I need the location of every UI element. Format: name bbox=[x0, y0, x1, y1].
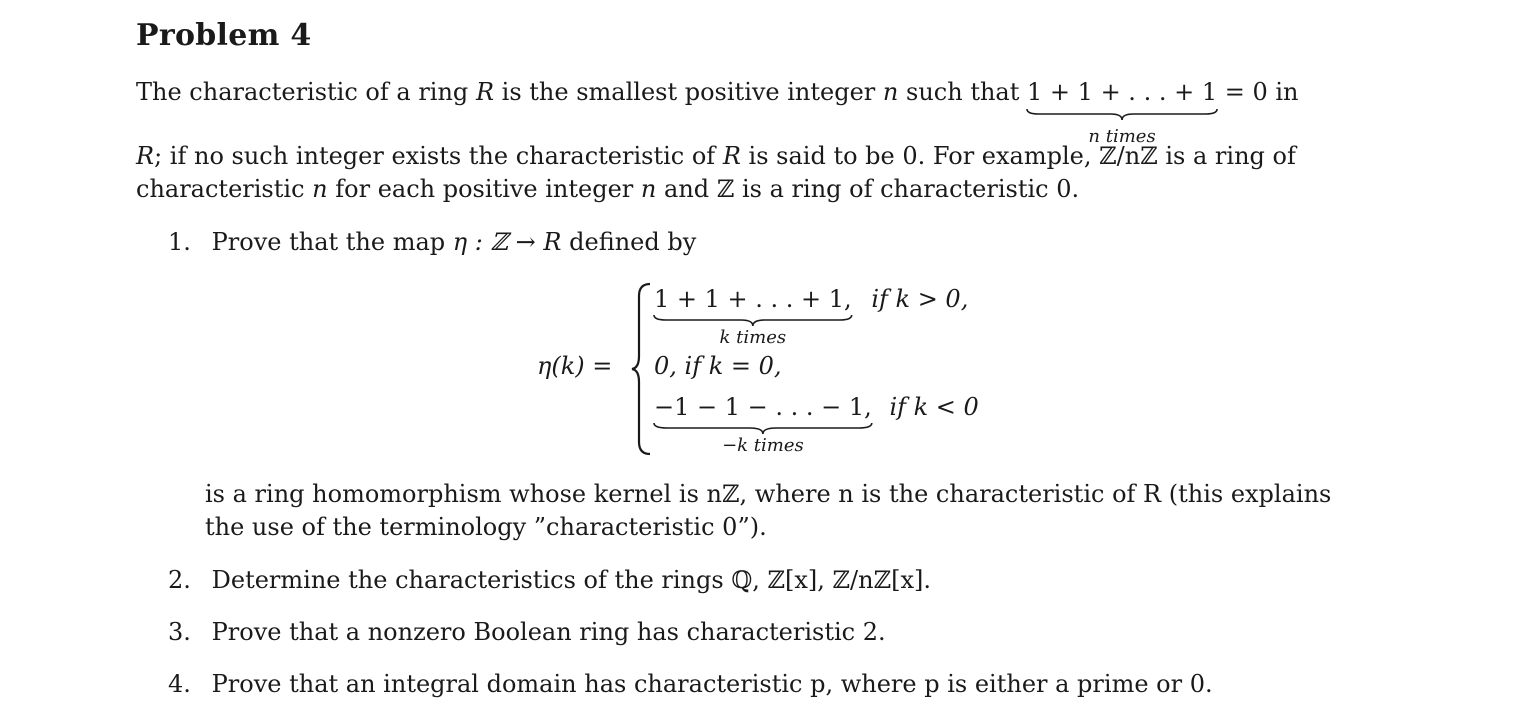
intro-line-2 bbox=[136, 140, 1296, 173]
item-text: defined by bbox=[569, 228, 697, 256]
intro-line-3 bbox=[136, 173, 1079, 206]
underbrace-label: k times bbox=[719, 327, 787, 348]
item-1-continuation-1: is a ring homomorphism whose kernel is nℤ, where n is the characteristic of R (this explains bbox=[205, 480, 1332, 508]
case-negative bbox=[654, 393, 979, 456]
intro-line-1 bbox=[136, 76, 1299, 147]
intro-text: is a ring of bbox=[1165, 142, 1296, 170]
underbrace-label: n times bbox=[1088, 126, 1156, 147]
intro-text: and bbox=[664, 175, 710, 203]
item-number: 4. bbox=[168, 670, 191, 698]
underbrace-n-times bbox=[1027, 76, 1218, 147]
underbrace-k-times bbox=[654, 285, 852, 348]
intro-text: is the smallest positive integer bbox=[501, 78, 876, 106]
quotient-ring: ℤ/nℤ bbox=[1099, 142, 1158, 170]
ring-symbol: R bbox=[136, 142, 155, 170]
intro-text: is said to be 0. For example, bbox=[748, 142, 1092, 170]
list-item-4 bbox=[168, 668, 1213, 701]
intro-text: such that bbox=[906, 78, 1020, 106]
item-text: Prove that the map bbox=[211, 228, 446, 256]
list-item-2 bbox=[168, 564, 931, 597]
map-expression: η : ℤ → R bbox=[452, 228, 562, 256]
item-1-continuation-2: the use of the terminology ”characteristic 0”). bbox=[205, 513, 767, 541]
item-number: 2. bbox=[168, 566, 191, 594]
ring-symbol: R bbox=[722, 142, 741, 170]
item-text: Prove that a nonzero Boolean ring has characteristic 2. bbox=[211, 618, 886, 646]
case-zero: 0, if k = 0, bbox=[654, 352, 782, 380]
intro-text: characteristic bbox=[136, 175, 305, 203]
underbrace-label: −k times bbox=[722, 435, 804, 456]
integers-symbol: ℤ bbox=[716, 175, 735, 203]
problem-title: Problem 4 bbox=[136, 18, 312, 53]
intro-text: for each positive integer bbox=[335, 175, 634, 203]
sum-expression: 1 + 1 + . . . + 1 bbox=[1027, 78, 1218, 106]
left-brace-icon bbox=[630, 282, 654, 456]
case-positive bbox=[654, 285, 969, 348]
n-symbol: n bbox=[640, 175, 657, 203]
underbrace-icon bbox=[654, 314, 852, 328]
underbrace-icon bbox=[654, 422, 872, 436]
item-text: Prove that an integral domain has characteristic p, where p is either a prime or 0. bbox=[211, 670, 1213, 698]
n-symbol: n bbox=[882, 78, 899, 106]
case-expression: −1 − 1 − . . . − 1, bbox=[654, 393, 872, 421]
item-number: 3. bbox=[168, 618, 191, 646]
case-condition: if k > 0, bbox=[871, 285, 969, 313]
item-text: Determine the characteristics of the rings ℚ, ℤ[x], ℤ/nℤ[x]. bbox=[211, 566, 931, 594]
list-item-3 bbox=[168, 616, 886, 649]
list-item-1 bbox=[168, 226, 696, 259]
intro-text: is a ring of characteristic 0. bbox=[741, 175, 1080, 203]
case-expression: 1 + 1 + . . . + 1, bbox=[654, 285, 852, 313]
case-condition: if k < 0 bbox=[889, 393, 979, 421]
intro-text: The characteristic of a ring bbox=[136, 78, 469, 106]
item-number: 1. bbox=[168, 228, 191, 256]
intro-text: ; if no such integer exists the characteristic of bbox=[154, 142, 716, 170]
intro-text: = 0 in bbox=[1224, 78, 1299, 106]
underbrace-neg-k-times bbox=[654, 393, 872, 456]
n-symbol: n bbox=[312, 175, 328, 203]
eta-lhs: η(k) = bbox=[537, 352, 613, 380]
ring-symbol: R bbox=[475, 78, 495, 106]
